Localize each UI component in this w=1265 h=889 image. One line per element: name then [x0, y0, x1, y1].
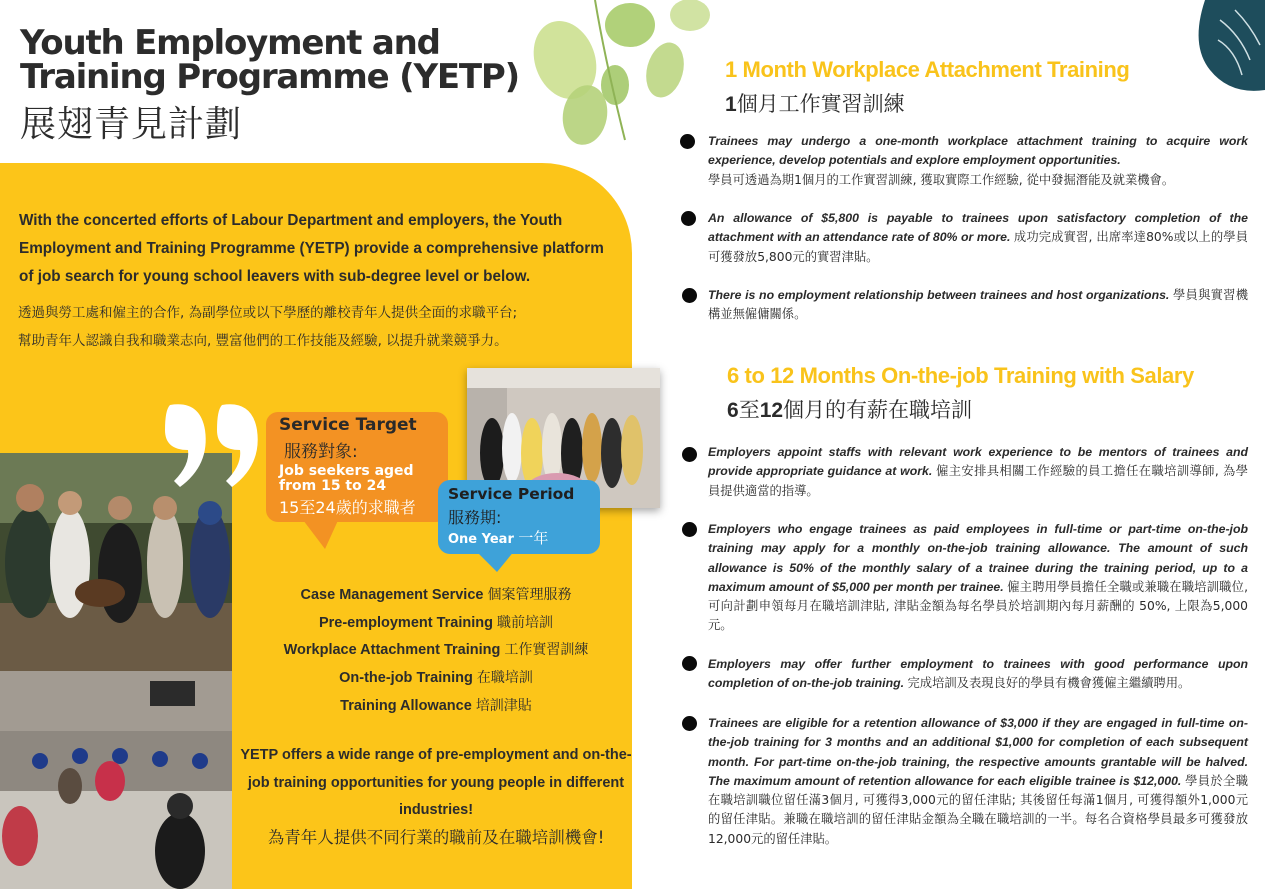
- item-text-zh: 完成培訓及表現良好的學員有機會獲僱主繼續聘用。: [907, 676, 1191, 691]
- section2-item: [708, 520, 1248, 636]
- item-text-zh: 成功完成實習, 出席率達80%或以上的學員可獲發放5,800元的實習津貼。: [708, 230, 1248, 264]
- bullet-icon: [682, 716, 697, 731]
- service-item-zh: 工作實習訓練: [504, 642, 589, 659]
- service-item-en: On-the-job Training: [339, 670, 473, 687]
- service-target-title: Service Target: [279, 415, 417, 435]
- bubble-tail-blue: [475, 550, 515, 575]
- section1-item: [708, 132, 1248, 190]
- leaves-decoration: [505, 0, 725, 150]
- closing-text-en: YETP offers a wide range of pre-employment and on-the-job training opportunities for young people in different industries!: [240, 747, 632, 819]
- section1-subtitle-num: 1: [725, 93, 737, 116]
- service-period-text-en: One Year: [448, 532, 514, 547]
- service-target-text: Job seekers aged from 15 to 24: [279, 463, 414, 494]
- section2-subtitle-c: 12: [759, 399, 784, 422]
- item-text-en: Trainees may undergo a one-month workplace attachment training to acquire work experience, develop potentials and explore employment opportunities.: [708, 134, 1248, 168]
- section2-title: 6 to 12 Months On-the-job Training with Salary: [727, 363, 1194, 388]
- service-item-zh: 個案管理服務: [487, 587, 572, 603]
- intro-zh-line-2: 幫助青年人認識自我和職業志向, 豐富他們的工作技能及經驗, 以提升就業競爭力。: [18, 333, 508, 349]
- item-text-en: An allowance of $5,800 is payable to trainees upon satisfactory completion of the attachment with an attendance rate of 80% or more.: [708, 211, 1248, 245]
- intro-text-en: With the concerted efforts of Labour Department and employers, the Youth Employment and Training Programme (YETP) provide a comprehensive platform of job search for young school leavers with sub-degree level or below.: [19, 212, 604, 285]
- service-item-en: Workplace Attachment Training: [283, 642, 501, 659]
- section2-subtitle: [727, 394, 972, 424]
- item-text-zh: 學員與實習機構並無僱傭關係。: [708, 288, 1249, 322]
- bullet-icon: [682, 656, 697, 671]
- section2-item: [708, 714, 1248, 849]
- classroom-photo: [0, 671, 232, 889]
- section1-item: [708, 209, 1248, 267]
- section1-item: [708, 286, 1248, 325]
- service-item-en: Case Management Service: [300, 587, 484, 603]
- section1-subtitle-zh: 個月工作實習訓練: [736, 92, 905, 116]
- section2-subtitle-zh: 個月的有薪在職培訓: [783, 398, 973, 422]
- service-period-text-zh: 一年: [518, 529, 549, 547]
- section2-item: [708, 443, 1248, 501]
- service-item: [240, 582, 632, 610]
- item-text-en: Employers appoint staffs with relevant work experience to be mentors of trainees and provide appropriate guidance at work.: [708, 445, 1248, 479]
- bullet-icon: [681, 211, 696, 226]
- bullet-icon: [682, 522, 697, 537]
- item-text-zh: 學員於全職在職培訓職位留任滿3個月, 可獲得3,000元的留任津貼; 其後留任每滿1個月, 可獲得額外1,000元的留任津貼。兼職在職培訓的留任津貼金額為全職在職培訓的一半。每名合資格學員最多可獲發放12,000元的留任津貼。: [708, 773, 1248, 846]
- closing-text-zh: 為青年人提供不同行業的職前及在職培訓機會!: [267, 828, 605, 847]
- service-item-zh: 職前培訓: [497, 614, 554, 631]
- service-period-text: [448, 527, 548, 548]
- bullet-icon: [680, 134, 695, 149]
- service-period-title: Service Period: [448, 485, 575, 503]
- section2-item: [708, 655, 1248, 694]
- intro-text-zh: [18, 299, 618, 355]
- service-item: [240, 665, 632, 693]
- corner-decoration: [1190, 0, 1265, 95]
- quote-mark-icon: [160, 395, 270, 495]
- service-item: [240, 693, 632, 721]
- section1-title: 1 Month Workplace Attachment Training: [725, 57, 1130, 82]
- service-item: [240, 610, 632, 638]
- service-period-title-zh: 服務期:: [448, 508, 502, 527]
- section2-subtitle-b: 至: [738, 398, 760, 422]
- services-list: [240, 582, 632, 721]
- bullet-icon: [682, 447, 697, 462]
- item-text-zh: 僱主聘用學員擔任全職或兼職在職培訓職位, 可向計劃申領每月在職培訓津貼, 津貼金額為每名學員於培訓期內每月薪酬的 50%, 上限為5,000元。: [708, 579, 1248, 633]
- service-item-zh: 在職培訓: [476, 670, 533, 687]
- item-text-en: Trainees are eligible for a retention allowance of $3,000 if they are engaged in full-time on-the-job training for 3 months and an additional $1,000 for completion of each subsequent month. For part-time on-the-job training, the respective amounts grantable will be halved. The maximum amount of retention allowance for each eligible trainee is $12,000.: [708, 716, 1248, 788]
- page-title: Youth Employment and Training Programme (YETP): [20, 23, 519, 97]
- item-text-en: Employers who engage trainees as paid employees in full-time or part-time on-the-job training may apply for a monthly on-the-job training allowance. The amount of such allowance is 50% of the monthly salary of a trainee during the training period, up to a maximum amount of $5,000 per month per trainee.: [708, 522, 1248, 594]
- service-item-zh: 培訓津貼: [475, 697, 532, 714]
- section1-subtitle: [725, 88, 905, 118]
- service-item-en: Pre-employment Training: [318, 614, 493, 631]
- section2-subtitle-a: 6: [727, 399, 739, 422]
- item-text-zh: 僱主安排具相關工作經驗的員工擔任在職培訓導師, 為學員提供適當的指導。: [708, 464, 1248, 498]
- intro-zh-line-1: 透過與勞工處和僱主的合作, 為副學位或以下學歷的離校青年人提供全面的求職平台;: [18, 305, 518, 321]
- bullet-icon: [682, 288, 697, 303]
- service-item: [240, 637, 632, 665]
- service-target-text-zh: 15至24歲的求職者: [279, 498, 416, 517]
- service-target-title-zh: 服務對象:: [284, 442, 358, 462]
- page-title-zh: 展翅青見計劃: [20, 104, 243, 145]
- bubble-tail-orange: [300, 516, 340, 551]
- item-text-en: Employers may offer further employment to trainees with good performance upon completion of on-the-job training.: [708, 657, 1248, 691]
- item-text-zh: 學員可透過為期1個月的工作實習訓練, 獲取實際工作經驗, 從中發掘潛能及就業機會。: [708, 172, 1175, 187]
- item-text-en: There is no employment relationship between trainees and host organizations.: [708, 288, 1170, 302]
- service-item-en: Training Allowance: [340, 697, 472, 714]
